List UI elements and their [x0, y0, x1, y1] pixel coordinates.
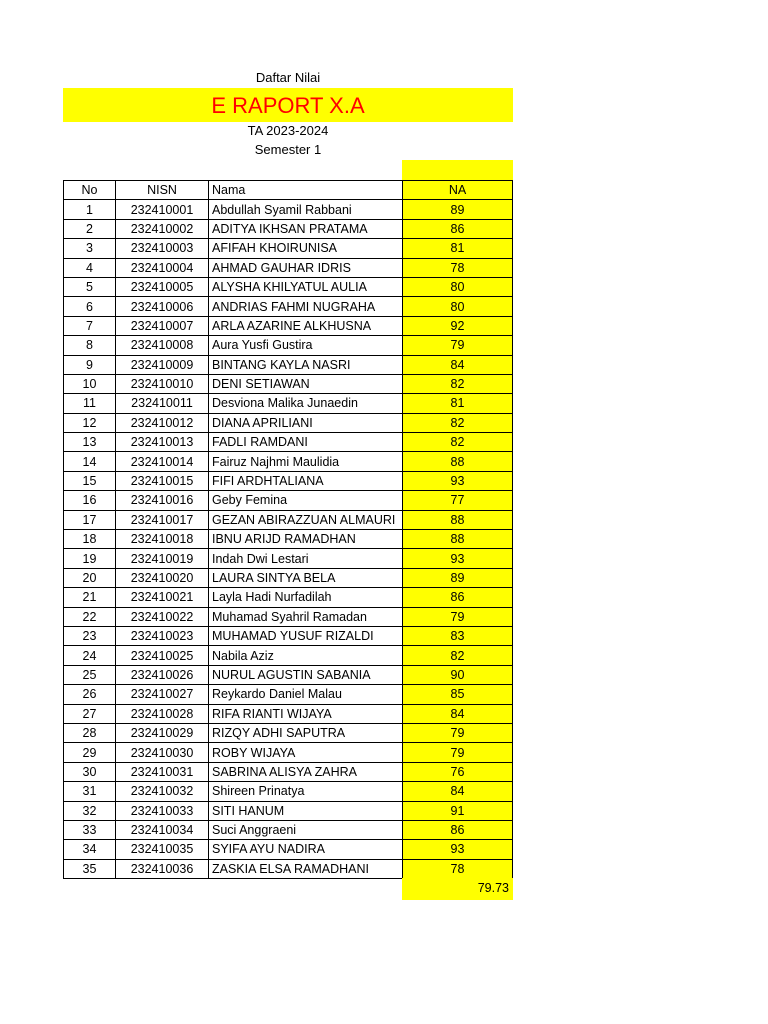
cell-no[interactable]: 10: [64, 374, 116, 393]
cell-na[interactable]: 82: [403, 374, 513, 393]
academic-year: TA 2023-2024: [247, 123, 329, 138]
cell-na[interactable]: 79: [403, 607, 513, 626]
cell-nisn[interactable]: 232410005: [116, 277, 209, 296]
cell-nama[interactable]: RIFA RIANTI WIJAYA: [209, 704, 403, 723]
cell-nama[interactable]: Nabila Aziz: [209, 646, 403, 665]
cell-no[interactable]: 17: [64, 510, 116, 529]
cell-na[interactable]: 86: [403, 588, 513, 607]
table-row: [64, 219, 513, 238]
cell-na[interactable]: 90: [403, 665, 513, 684]
table-row: [64, 626, 513, 645]
table-row: [64, 723, 513, 742]
cell-no[interactable]: 11: [64, 394, 116, 413]
table-row: [64, 568, 513, 587]
cell-nisn[interactable]: 232410031: [116, 762, 209, 781]
table-row: [64, 704, 513, 723]
cell-nama[interactable]: AHMAD GAUHAR IDRIS: [209, 258, 403, 277]
cell-no[interactable]: 6: [64, 297, 116, 316]
cell-nama[interactable]: LAURA SINTYA BELA: [209, 568, 403, 587]
cell-no[interactable]: 33: [64, 820, 116, 839]
cell-nisn[interactable]: 232410030: [116, 743, 209, 762]
cell-nisn[interactable]: 232410021: [116, 588, 209, 607]
cell-na[interactable]: 81: [403, 394, 513, 413]
na-column-highlight: [402, 160, 513, 180]
table-row: [64, 820, 513, 839]
cell-nisn[interactable]: 232410033: [116, 801, 209, 820]
cell-nisn[interactable]: 232410013: [116, 433, 209, 452]
cell-na[interactable]: 93: [403, 840, 513, 859]
cell-na[interactable]: 78: [403, 258, 513, 277]
cell-nisn[interactable]: 232410019: [116, 549, 209, 568]
cell-nama[interactable]: FIFI ARDHTALIANA: [209, 471, 403, 490]
cell-nisn[interactable]: 232410015: [116, 471, 209, 490]
table-row: [64, 665, 513, 684]
cell-na[interactable]: 79: [403, 336, 513, 355]
cell-na[interactable]: 84: [403, 355, 513, 374]
table-row: [64, 840, 513, 859]
cell-no[interactable]: 19: [64, 549, 116, 568]
cell-nama[interactable]: DENI SETIAWAN: [209, 374, 403, 393]
cell-no[interactable]: 20: [64, 568, 116, 587]
cell-nama[interactable]: Geby Femina: [209, 491, 403, 510]
cell-na[interactable]: 84: [403, 782, 513, 801]
cell-nama[interactable]: Muhamad Syahril Ramadan: [209, 607, 403, 626]
cell-nisn[interactable]: 232410006: [116, 297, 209, 316]
cell-nama[interactable]: ARLA AZARINE ALKHUSNA: [209, 316, 403, 335]
cell-no[interactable]: 1: [64, 200, 116, 219]
cell-nisn[interactable]: 232410008: [116, 336, 209, 355]
cell-na[interactable]: 81: [403, 239, 513, 258]
cell-na[interactable]: 88: [403, 452, 513, 471]
cell-nama[interactable]: ANDRIAS FAHMI NUGRAHA: [209, 297, 403, 316]
table-row: [64, 297, 513, 316]
cell-nisn[interactable]: 232410035: [116, 840, 209, 859]
cell-na[interactable]: 76: [403, 762, 513, 781]
cell-na[interactable]: 80: [403, 277, 513, 296]
cell-na[interactable]: 89: [403, 568, 513, 587]
cell-nisn[interactable]: 232410023: [116, 626, 209, 645]
cell-nisn[interactable]: 232410004: [116, 258, 209, 277]
cell-nama[interactable]: SYIFA AYU NADIRA: [209, 840, 403, 859]
table-row: [64, 433, 513, 452]
cell-na[interactable]: 88: [403, 530, 513, 549]
cell-nama[interactable]: RIZQY ADHI SAPUTRA: [209, 723, 403, 742]
cell-nama[interactable]: AFIFAH KHOIRUNISA: [209, 239, 403, 258]
cell-no[interactable]: 21: [64, 588, 116, 607]
cell-nama[interactable]: FADLI RAMDANI: [209, 433, 403, 452]
cell-no[interactable]: 12: [64, 413, 116, 432]
table-row: [64, 316, 513, 335]
cell-nisn[interactable]: 232410029: [116, 723, 209, 742]
cell-na[interactable]: 88: [403, 510, 513, 529]
cell-no[interactable]: 29: [64, 743, 116, 762]
table-row: [64, 277, 513, 296]
cell-no[interactable]: 27: [64, 704, 116, 723]
table-row: [64, 530, 513, 549]
table-row: [64, 239, 513, 258]
average-value[interactable]: 79.73: [477, 881, 509, 895]
cell-nisn[interactable]: 232410011: [116, 394, 209, 413]
cell-nisn[interactable]: 232410026: [116, 665, 209, 684]
cell-nama[interactable]: Desviona Malika Junaedin: [209, 394, 403, 413]
cell-nama[interactable]: NURUL AGUSTIN SABANIA: [209, 665, 403, 684]
table-row: [64, 258, 513, 277]
header-nama[interactable]: Nama: [209, 181, 403, 200]
table-row: [64, 743, 513, 762]
cell-na[interactable]: 83: [403, 626, 513, 645]
cell-nama[interactable]: Layla Hadi Nurfadilah: [209, 588, 403, 607]
table-row: [64, 762, 513, 781]
cell-no[interactable]: 8: [64, 336, 116, 355]
table-header-row: [64, 181, 513, 200]
table-row: [64, 646, 513, 665]
header-na[interactable]: NA: [403, 181, 513, 200]
cell-nisn[interactable]: 232410032: [116, 782, 209, 801]
table-row: [64, 859, 513, 878]
cell-no[interactable]: 35: [64, 859, 116, 878]
cell-no[interactable]: 22: [64, 607, 116, 626]
cell-nisn[interactable]: 232410009: [116, 355, 209, 374]
cell-na[interactable]: 79: [403, 723, 513, 742]
cell-na[interactable]: 93: [403, 549, 513, 568]
cell-no[interactable]: 30: [64, 762, 116, 781]
cell-nisn[interactable]: 232410001: [116, 200, 209, 219]
cell-na[interactable]: 82: [403, 433, 513, 452]
table-row: [64, 200, 513, 219]
cell-nisn[interactable]: 232410020: [116, 568, 209, 587]
cell-nisn[interactable]: 232410017: [116, 510, 209, 529]
table-row: [64, 549, 513, 568]
cell-na[interactable]: 78: [403, 859, 513, 878]
table-row: [64, 607, 513, 626]
table-row: [64, 685, 513, 704]
cell-no[interactable]: 13: [64, 433, 116, 452]
cell-nisn[interactable]: 232410003: [116, 239, 209, 258]
table-row: [64, 355, 513, 374]
cell-nama[interactable]: IBNU ARIJD RAMADHAN: [209, 530, 403, 549]
cell-nama[interactable]: BINTANG KAYLA NASRI: [209, 355, 403, 374]
cell-no[interactable]: 26: [64, 685, 116, 704]
cell-no[interactable]: 15: [64, 471, 116, 490]
grades-table: [63, 180, 513, 879]
cell-nisn[interactable]: 232410034: [116, 820, 209, 839]
cell-na[interactable]: 86: [403, 820, 513, 839]
cell-nisn[interactable]: 232410022: [116, 607, 209, 626]
cell-nisn[interactable]: 232410007: [116, 316, 209, 335]
sheet-heading: Daftar Nilai: [255, 70, 321, 85]
cell-no[interactable]: 25: [64, 665, 116, 684]
cell-na[interactable]: 80: [403, 297, 513, 316]
semester-label: Semester 1: [254, 142, 322, 157]
cell-nama[interactable]: GEZAN ABIRAZZUAN ALMAURI: [209, 510, 403, 529]
cell-nisn[interactable]: 232410010: [116, 374, 209, 393]
table-row: [64, 374, 513, 393]
cell-nama[interactable]: ROBY WIJAYA: [209, 743, 403, 762]
cell-nama[interactable]: Shireen Prinatya: [209, 782, 403, 801]
table-row: [64, 394, 513, 413]
table-row: [64, 413, 513, 432]
cell-no[interactable]: 23: [64, 626, 116, 645]
cell-na[interactable]: 79: [403, 743, 513, 762]
cell-nama[interactable]: ADITYA IKHSAN PRATAMA: [209, 219, 403, 238]
cell-no[interactable]: 7: [64, 316, 116, 335]
cell-nisn[interactable]: 232410036: [116, 859, 209, 878]
cell-na[interactable]: 86: [403, 219, 513, 238]
cell-no[interactable]: 4: [64, 258, 116, 277]
table-row: [64, 782, 513, 801]
table-row: [64, 452, 513, 471]
cell-na[interactable]: 84: [403, 704, 513, 723]
cell-nisn[interactable]: 232410027: [116, 685, 209, 704]
cell-nama[interactable]: ZASKIA ELSA RAMADHANI: [209, 859, 403, 878]
cell-nama[interactable]: Fairuz Najhmi Maulidia: [209, 452, 403, 471]
cell-na[interactable]: 82: [403, 413, 513, 432]
cell-no[interactable]: 5: [64, 277, 116, 296]
cell-no[interactable]: 3: [64, 239, 116, 258]
cell-no[interactable]: 31: [64, 782, 116, 801]
cell-nisn[interactable]: 232410028: [116, 704, 209, 723]
cell-na[interactable]: 91: [403, 801, 513, 820]
cell-no[interactable]: 32: [64, 801, 116, 820]
cell-nama[interactable]: DIANA APRILIANI: [209, 413, 403, 432]
cell-nisn[interactable]: 232410025: [116, 646, 209, 665]
table-row: [64, 491, 513, 510]
cell-nama[interactable]: Reykardo Daniel Malau: [209, 685, 403, 704]
cell-na[interactable]: 92: [403, 316, 513, 335]
cell-no[interactable]: 9: [64, 355, 116, 374]
cell-na[interactable]: 77: [403, 491, 513, 510]
cell-na[interactable]: 93: [403, 471, 513, 490]
cell-no[interactable]: 2: [64, 219, 116, 238]
cell-nama[interactable]: Aura Yusfi Gustira: [209, 336, 403, 355]
table-row: [64, 588, 513, 607]
cell-nisn[interactable]: 232410014: [116, 452, 209, 471]
table-body: [64, 200, 513, 879]
cell-no[interactable]: 16: [64, 491, 116, 510]
cell-nama[interactable]: SABRINA ALISYA ZAHRA: [209, 762, 403, 781]
cell-na[interactable]: 89: [403, 200, 513, 219]
cell-nama[interactable]: MUHAMAD YUSUF RIZALDI: [209, 626, 403, 645]
cell-nama[interactable]: Indah Dwi Lestari: [209, 549, 403, 568]
table-row: [64, 336, 513, 355]
cell-nama[interactable]: SITI HANUM: [209, 801, 403, 820]
cell-nisn[interactable]: 232410018: [116, 530, 209, 549]
cell-no[interactable]: 24: [64, 646, 116, 665]
header-nisn[interactable]: NISN: [116, 181, 209, 200]
page-title: E RAPORT X.A: [211, 93, 365, 118]
cell-no[interactable]: 28: [64, 723, 116, 742]
table-row: [64, 471, 513, 490]
cell-na[interactable]: 82: [403, 646, 513, 665]
header-no[interactable]: No: [64, 181, 116, 200]
cell-no[interactable]: 14: [64, 452, 116, 471]
cell-nama[interactable]: ALYSHA KHILYATUL AULIA: [209, 277, 403, 296]
cell-nisn[interactable]: 232410016: [116, 491, 209, 510]
cell-na[interactable]: 85: [403, 685, 513, 704]
cell-nisn[interactable]: 232410012: [116, 413, 209, 432]
cell-no[interactable]: 34: [64, 840, 116, 859]
table-row: [64, 510, 513, 529]
cell-nama[interactable]: Suci Anggraeni: [209, 820, 403, 839]
table-row: [64, 801, 513, 820]
cell-nisn[interactable]: 232410002: [116, 219, 209, 238]
cell-nama[interactable]: Abdullah Syamil Rabbani: [209, 200, 403, 219]
cell-no[interactable]: 18: [64, 530, 116, 549]
